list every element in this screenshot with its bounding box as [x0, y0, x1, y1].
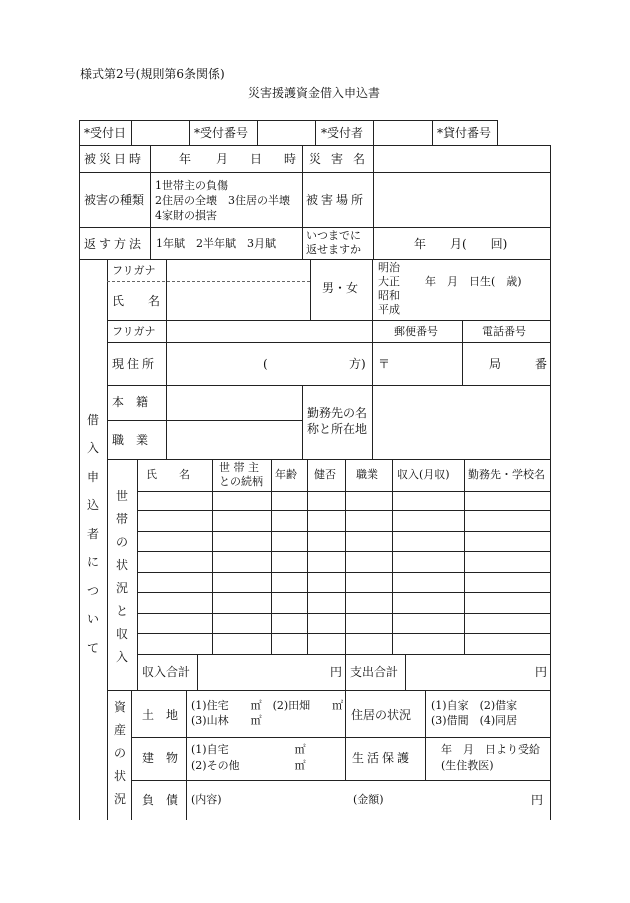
col-workplace: 勤務先・学校名: [468, 468, 545, 481]
table-row[interactable]: [138, 634, 550, 653]
col-occupation: 職業: [356, 468, 378, 481]
welfare-line-2: (生住教医): [441, 759, 494, 772]
gender-select[interactable]: 男・女: [322, 281, 359, 295]
dwelling-line-1[interactable]: (1)自家 (2)借家: [431, 699, 518, 712]
receiver-label: *受付者: [321, 126, 364, 140]
era-heisei[interactable]: 平成: [378, 303, 400, 316]
debt-yen: 円: [531, 793, 544, 807]
table-row[interactable]: [138, 593, 550, 612]
reception-number-field[interactable]: [258, 121, 314, 144]
damage-place-field[interactable]: [374, 173, 550, 226]
table-row[interactable]: [138, 573, 550, 591]
era-showa[interactable]: 昭和: [378, 289, 400, 302]
debt-amount-label: (金額): [353, 793, 384, 806]
repay-until-label-2: 返せますか: [306, 243, 361, 256]
expense-total-label: 支出合計: [350, 665, 399, 679]
honseki-label: 本 籍: [112, 395, 149, 409]
disaster-name-label: 災害名: [309, 152, 376, 166]
applicant-name-label: 氏 名: [112, 294, 161, 308]
phone-bureau: 局: [489, 357, 502, 371]
debt-label: 負 債: [142, 793, 179, 807]
income-yen: 円: [330, 665, 343, 679]
address-open-paren: (: [263, 357, 268, 371]
occupation-label: 職 業: [112, 433, 149, 447]
debt-amount-field[interactable]: [392, 782, 532, 818]
address-furigana-field[interactable]: [167, 321, 371, 341]
form-number: 様式第2号(規則第6条関係): [80, 67, 225, 81]
era-meiji[interactable]: 明治: [378, 261, 400, 274]
income-total-label: 収入合計: [142, 665, 191, 679]
col-relation-1: 世 帯 主: [219, 461, 259, 474]
debt-content-label: (内容): [191, 793, 222, 806]
repay-method-label: 返す方法: [84, 237, 145, 251]
occupation-field[interactable]: [167, 421, 301, 458]
furigana-label: フリガナ: [112, 264, 156, 277]
postal-code-field[interactable]: [391, 343, 461, 384]
dwelling-status-label: 住居の状況: [351, 708, 412, 722]
loan-number-label: *貸付番号: [437, 126, 492, 140]
table-row[interactable]: [138, 511, 550, 530]
date-unit-year: 年: [179, 152, 192, 166]
building-line-1[interactable]: (1)自宅 ㎡: [191, 743, 306, 756]
col-income: 収入(月収): [397, 468, 450, 481]
form-title: 災害援護資金借入申込書: [248, 86, 381, 100]
phone-number-suffix: 番: [535, 357, 548, 371]
table-row[interactable]: [138, 532, 550, 550]
honseki-field[interactable]: [167, 386, 301, 419]
building-line-2[interactable]: (2)その他 ㎡: [191, 759, 306, 772]
repay-until-units: 年 月( 回): [414, 237, 508, 251]
col-relation-2: との続柄: [219, 475, 263, 488]
repay-options[interactable]: 1年賦 2半年賦 3月賦: [156, 237, 276, 250]
land-line-1[interactable]: (1)住宅 ㎡ (2)田畑 ㎡: [191, 699, 344, 712]
disaster-date-label: 被災日時: [84, 152, 145, 166]
date-unit-month: 月: [216, 152, 229, 166]
welfare-line-1: 年 月 日より受給: [441, 743, 540, 756]
repay-until-label-1: いつまでに: [306, 229, 361, 242]
workplace-label-1: 勤務先の名: [307, 406, 368, 420]
applicant-name-field[interactable]: [167, 283, 309, 319]
income-total-field[interactable]: [198, 655, 344, 689]
land-label: 土 地: [142, 708, 179, 722]
debt-content-field[interactable]: [228, 782, 348, 818]
damage-option-1[interactable]: 1世帯主の負傷: [155, 179, 228, 192]
col-name: 氏 名: [146, 468, 190, 481]
furigana-field[interactable]: [167, 260, 309, 280]
table-row[interactable]: [138, 492, 550, 509]
reception-date-field[interactable]: [132, 121, 188, 144]
expense-yen: 円: [535, 665, 548, 679]
reception-number-label: *受付番号: [194, 126, 249, 140]
land-line-2[interactable]: (3)山林 ㎡: [191, 714, 262, 727]
workplace-label-2: 称と所在地: [307, 422, 368, 436]
postal-code-label: 郵便番号: [394, 325, 438, 338]
address-label: 現住所: [112, 357, 158, 371]
birth-units: 年 月 日生( 歳): [425, 275, 522, 288]
damage-type-label: 被害の種類: [84, 193, 145, 207]
dwelling-line-2[interactable]: (3)借間 (4)同居: [431, 714, 518, 727]
date-unit-hour: 時: [284, 152, 297, 166]
reception-date-label: *受付日: [84, 126, 127, 140]
col-age: 年齢: [275, 468, 297, 481]
phone-number-label: 電話番号: [482, 325, 526, 338]
col-health: 健否: [314, 468, 336, 481]
furigana-label-2: フリガナ: [112, 325, 156, 338]
building-label: 建 物: [142, 751, 179, 765]
date-unit-day: 日: [250, 152, 263, 166]
workplace-field[interactable]: [373, 386, 550, 458]
disaster-name-field[interactable]: [374, 146, 550, 171]
table-row[interactable]: [138, 614, 550, 632]
damage-place-label: 被害場所: [306, 193, 367, 207]
postal-mark: 〒: [378, 357, 391, 371]
damage-option-4[interactable]: 4家財の損害: [155, 209, 217, 222]
welfare-label: 生活保護: [352, 751, 413, 765]
expense-total-field[interactable]: [406, 655, 550, 689]
address-field[interactable]: [167, 343, 371, 384]
era-taisho[interactable]: 大正: [378, 275, 400, 288]
damage-option-2-3[interactable]: 2住居の全壊 3住居の半壊: [155, 194, 290, 207]
table-row[interactable]: [138, 552, 550, 571]
loan-number-field[interactable]: [498, 121, 550, 144]
receiver-field[interactable]: [374, 121, 431, 144]
address-kata: 方): [349, 357, 366, 371]
